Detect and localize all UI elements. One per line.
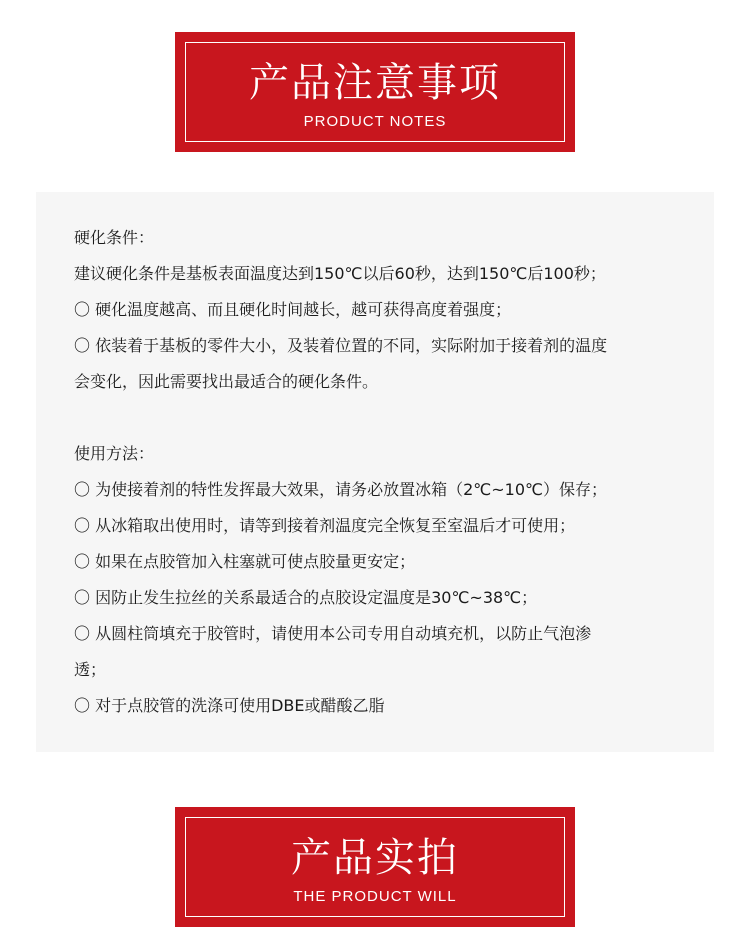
banner-frame — [185, 817, 565, 917]
banner-frame — [185, 42, 565, 142]
usage-line: 〇 为使接着剂的特性发挥最大效果，请务必放置冰箱（2℃~10℃）保存； — [74, 480, 607, 499]
curing-line: 〇 依装着于基板的零件大小，及装着位置的不同，实际附加于接着剂的温度 — [74, 336, 608, 355]
usage-line: 〇 因防止发生拉丝的关系最适合的点胶设定温度是30℃~38℃； — [74, 588, 538, 607]
banner-title: 产品实拍 — [291, 835, 459, 881]
curing-line: 〇 硬化温度越高、而且硬化时间越长，越可获得高度着强度； — [74, 300, 512, 319]
curing-line: 会变化，因此需要找出最适合的硬化条件。 — [74, 372, 379, 391]
banner-subtitle: PRODUCT NOTES — [303, 113, 447, 130]
usage-line: 〇 对于点胶管的洗涤可使用DBE或醋酸乙脂 — [74, 696, 385, 715]
notes-panel — [36, 192, 714, 752]
usage-heading: 使用方法： — [74, 444, 155, 463]
usage-line: 〇 如果在点胶管加入柱塞就可使点胶量更安定； — [74, 552, 416, 571]
curing-heading: 硬化条件： — [74, 228, 155, 247]
banner-title: 产品注意事项 — [249, 60, 501, 106]
curing-line: 建议硬化条件是基板表面温度达到150℃以后60秒，达到150℃后100秒； — [74, 264, 606, 283]
usage-line: 〇 从圆柱筒填充于胶管时，请使用本公司专用自动填充机，以防止气泡渗 — [74, 624, 592, 643]
product-photos-banner — [175, 807, 575, 927]
usage-line: 透； — [74, 660, 107, 679]
product-notes-banner — [175, 32, 575, 152]
usage-line: 〇 从冰箱取出使用时，请等到接着剂温度完全恢复至室温后才可使用； — [74, 516, 576, 535]
banner-subtitle: THE PRODUCT WILL — [293, 888, 457, 905]
